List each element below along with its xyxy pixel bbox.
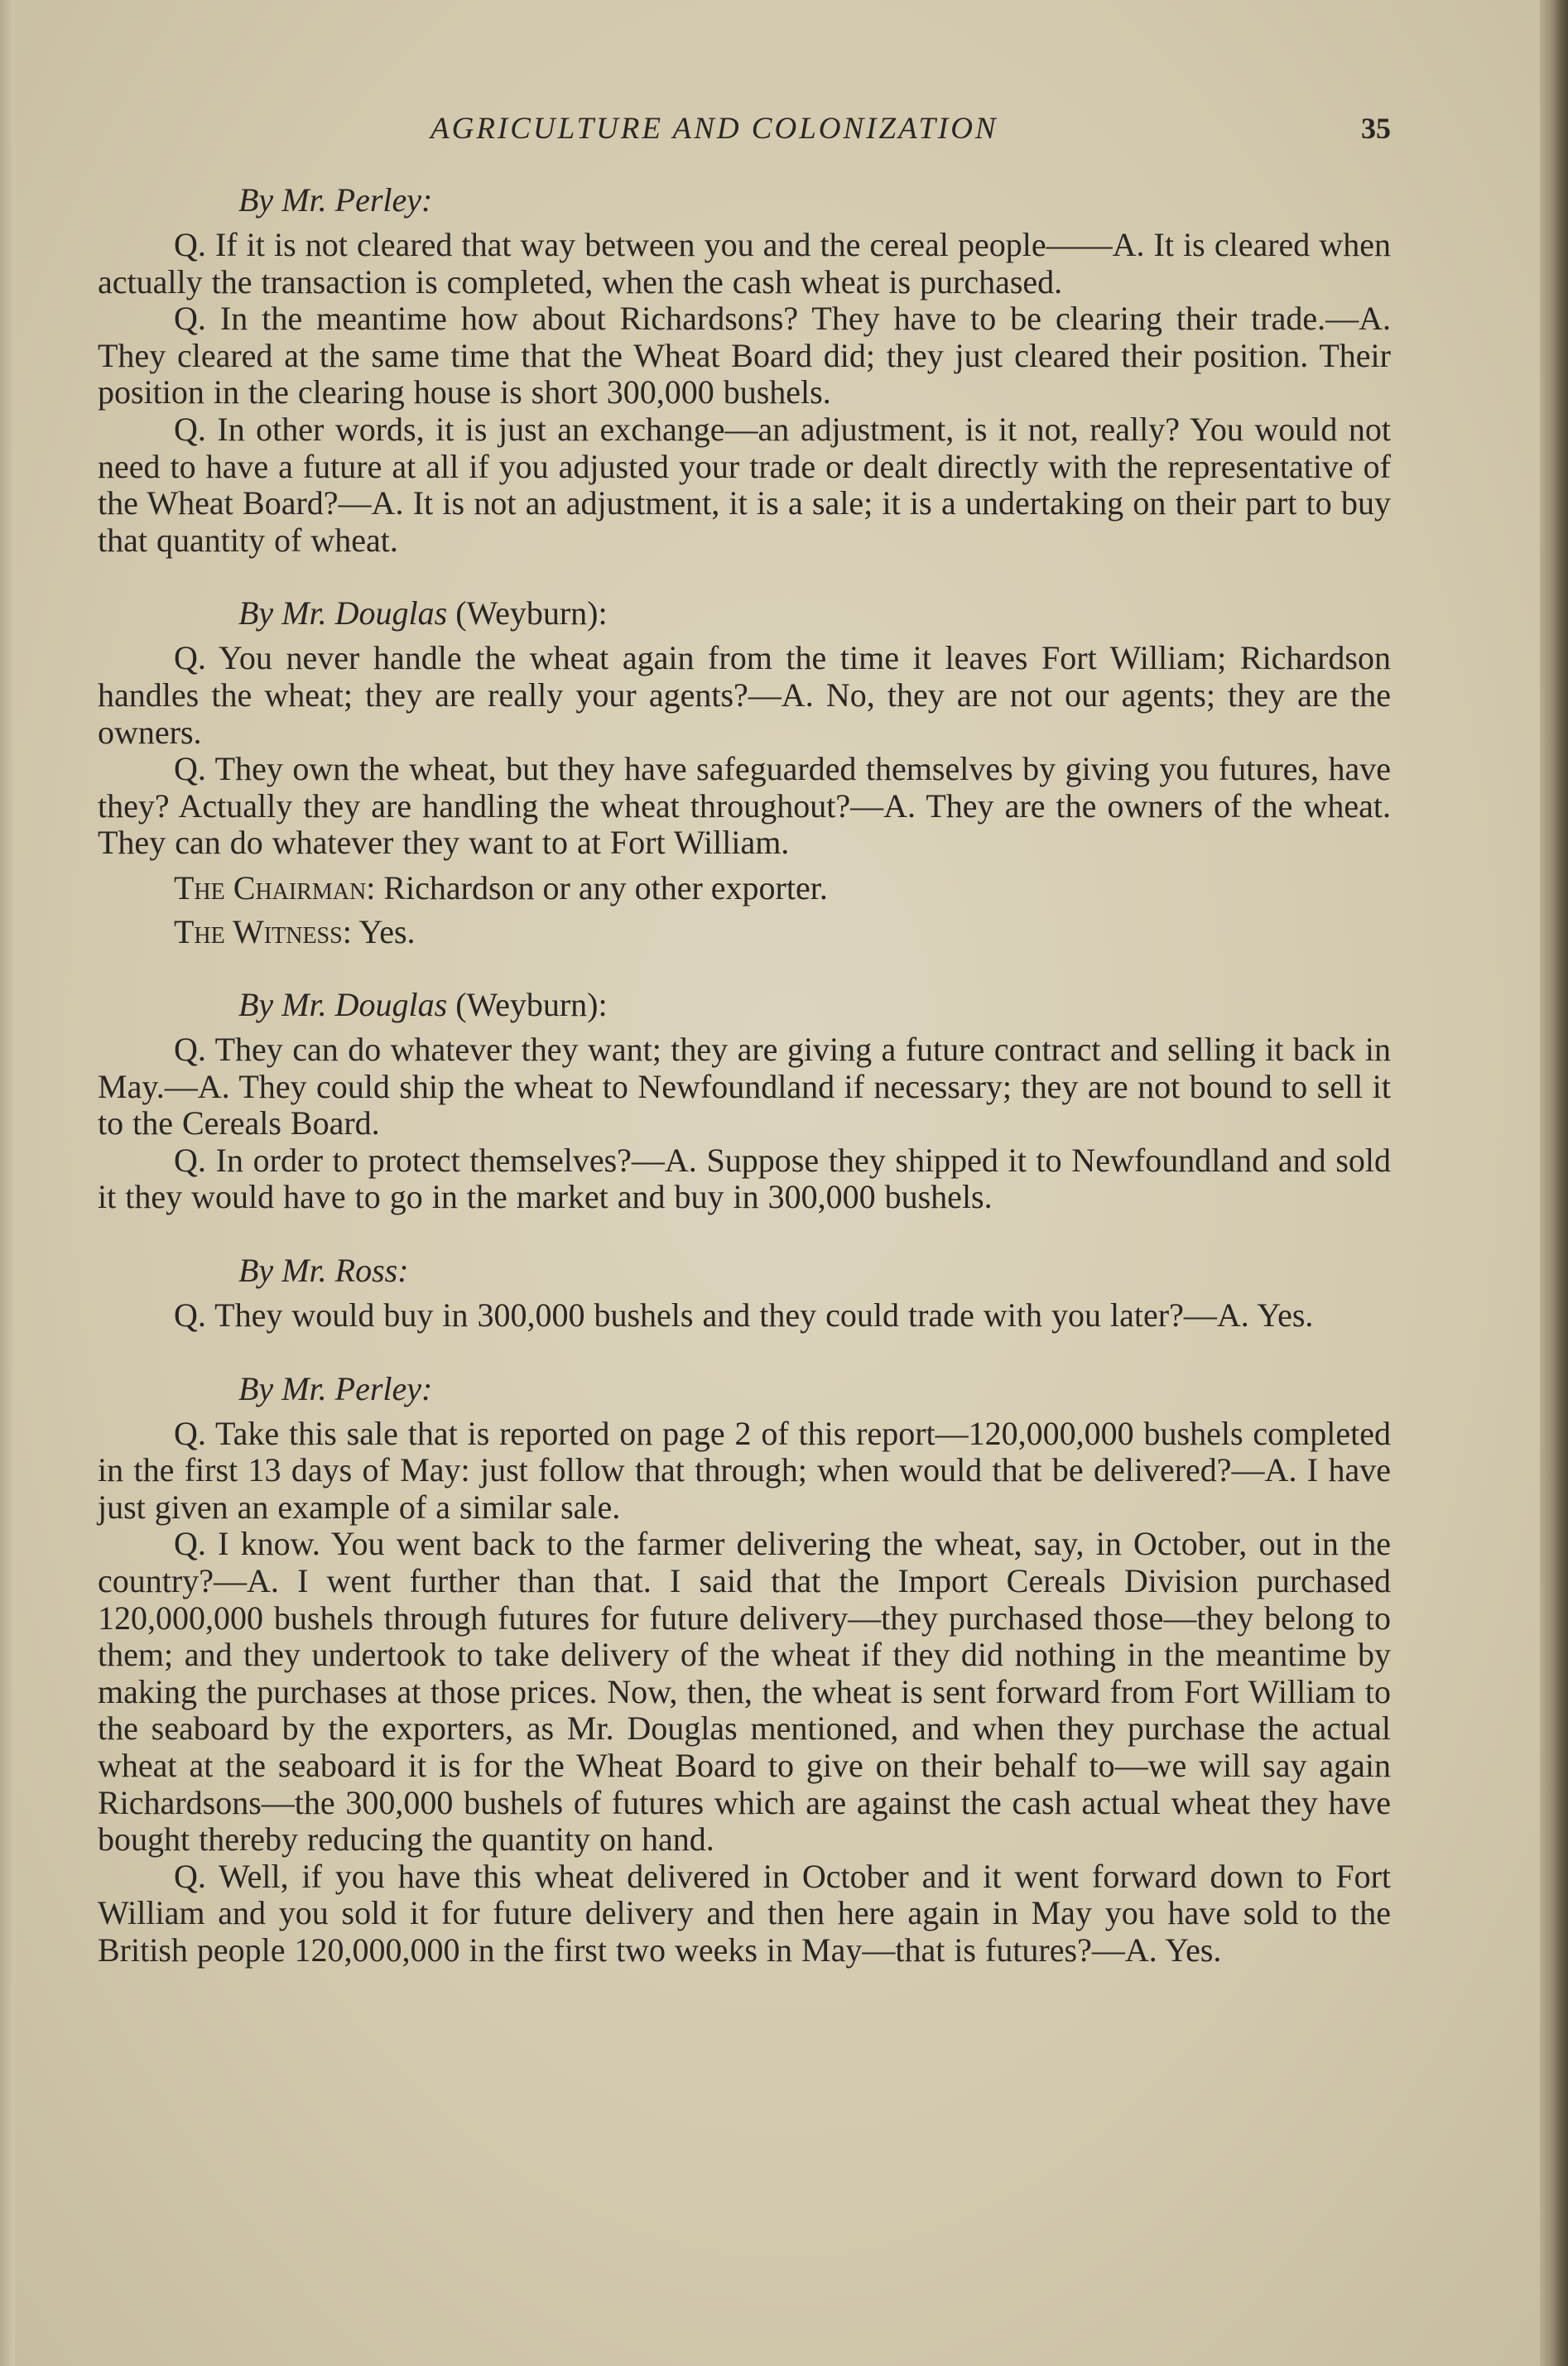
speaker-heading (98, 987, 1391, 1023)
speaker-heading: By Mr. Perley: (238, 181, 433, 219)
speaker-suffix: (Weyburn): (447, 594, 608, 632)
speaker-heading (98, 595, 1391, 632)
speaker-name: By Mr. Douglas (238, 594, 448, 632)
page-left-edge (0, 0, 15, 2366)
page-header (99, 111, 1391, 152)
page-number: 35 (1361, 112, 1391, 145)
speaker-suffix: (Weyburn): (447, 986, 608, 1024)
paragraph: Q. Well, if you have this wheat delivered in October and it went forward down to Fort William and you sold it for future delivery and then here again in May you have sold to the British people 120,000,000 in the first two weeks in May—that is futures?—A. Yes. (98, 1857, 1391, 1969)
speaker-heading: By Mr. Ross: (238, 1252, 409, 1290)
exchange-line (98, 870, 1391, 907)
paragraph: Q. If it is not cleared that way between you and the cereal people——A. It is cleared when actually the transaction is completed, when the cash wheat is purchased. (98, 226, 1391, 301)
paragraph: Q. You never handle the wheat again from the time it leaves Fort William; Richardson handles the wheat; they are really your agents?—A. No, they are not our agents; they are the owners. (98, 639, 1391, 751)
paragraph: Q. In order to protect themselves?—A. Suppose they shipped it to Newfoundland and sold it they would have to go in the market and buy in 300,000 bushels. (98, 1141, 1391, 1216)
section-ross (98, 1253, 1391, 1334)
paragraph: Q. They can do whatever they want; they are giving a future contract and selling it back in May.—A. They could ship the wheat to Newfoundland if necessary; they are not bound to sell it to the Cereals Board. (98, 1031, 1391, 1142)
section-douglas-1 (98, 595, 1391, 950)
running-head: AGRICULTURE AND COLONIZATION (430, 112, 998, 146)
speaker-name: By Mr. Douglas (238, 986, 448, 1024)
paragraph: Q. In the meantime how about Richardsons? They have to be clearing their trade.—A. They cleared at the same time that the Wheat Board did; they just cleared their position. Their position in the clearing house is short 300,000 bushels. (98, 300, 1391, 411)
exchange-label: The Witness (174, 912, 343, 950)
exchange-text: : Richardson or any other exporter. (366, 868, 828, 906)
speaker-heading: By Mr. Perley: (238, 1369, 433, 1407)
exchange-text: : Yes. (342, 912, 416, 950)
paragraph: Q. In other words, it is just an exchange—an adjustment, is it not, really? You would not need to have a future at all if you adjusted your trade or dealt directly with the representative of the Wheat Board?—A. It is not an adjustment, it is a sale; it is a undertaking on their part to buy that quantity of wheat. (98, 410, 1391, 559)
document-body (98, 182, 1391, 2006)
section-douglas-2 (98, 987, 1391, 1216)
page-binding-edge (1540, 0, 1568, 2366)
paragraph: Q. They would buy in 300,000 bushels and they could trade with you later?—A. Yes. (174, 1296, 1314, 1334)
exchange-line (98, 914, 1391, 951)
section-perley-2 (98, 1371, 1391, 1969)
exchange-label: The Chairman (174, 868, 367, 906)
paragraph: Q. They own the wheat, but they have safeguarded themselves by giving you futures, have they? Actually they are handling the wheat throughout?—A. They are the owners of the wheat. They can do whatever they want to at Fort William. (98, 750, 1391, 862)
paragraph: Q. I know. You went back to the farmer delivering the wheat, say, in October, out in the country?—A. I went further than that. I said that the Import Cereals Division purchased 120,000,000 bushels through futures for future delivery—they purchased those—they belong to them; and they undertook to take delivery of the wheat if they did nothing in the meantime by making the purchases at those prices. Now, then, the wheat is sent forward from Fort William to the seaboard by the exporters, as Mr. Douglas mentioned, and when they purchase the actual wheat at the seaboard it is for the Wheat Board to give on their behalf to—we will say again Richardsons—the 300,000 bushels of futures which are against the cash actual wheat they have bought thereby reducing the quantity on hand. (98, 1525, 1391, 1859)
paragraph: Q. Take this sale that is reported on page 2 of this report—120,000,000 bushels completed in the first 13 days of May: just follow that through; when would that be delivered?—A. I have just given an example of a similar sale. (98, 1414, 1391, 1526)
section-perley-1 (98, 182, 1391, 559)
